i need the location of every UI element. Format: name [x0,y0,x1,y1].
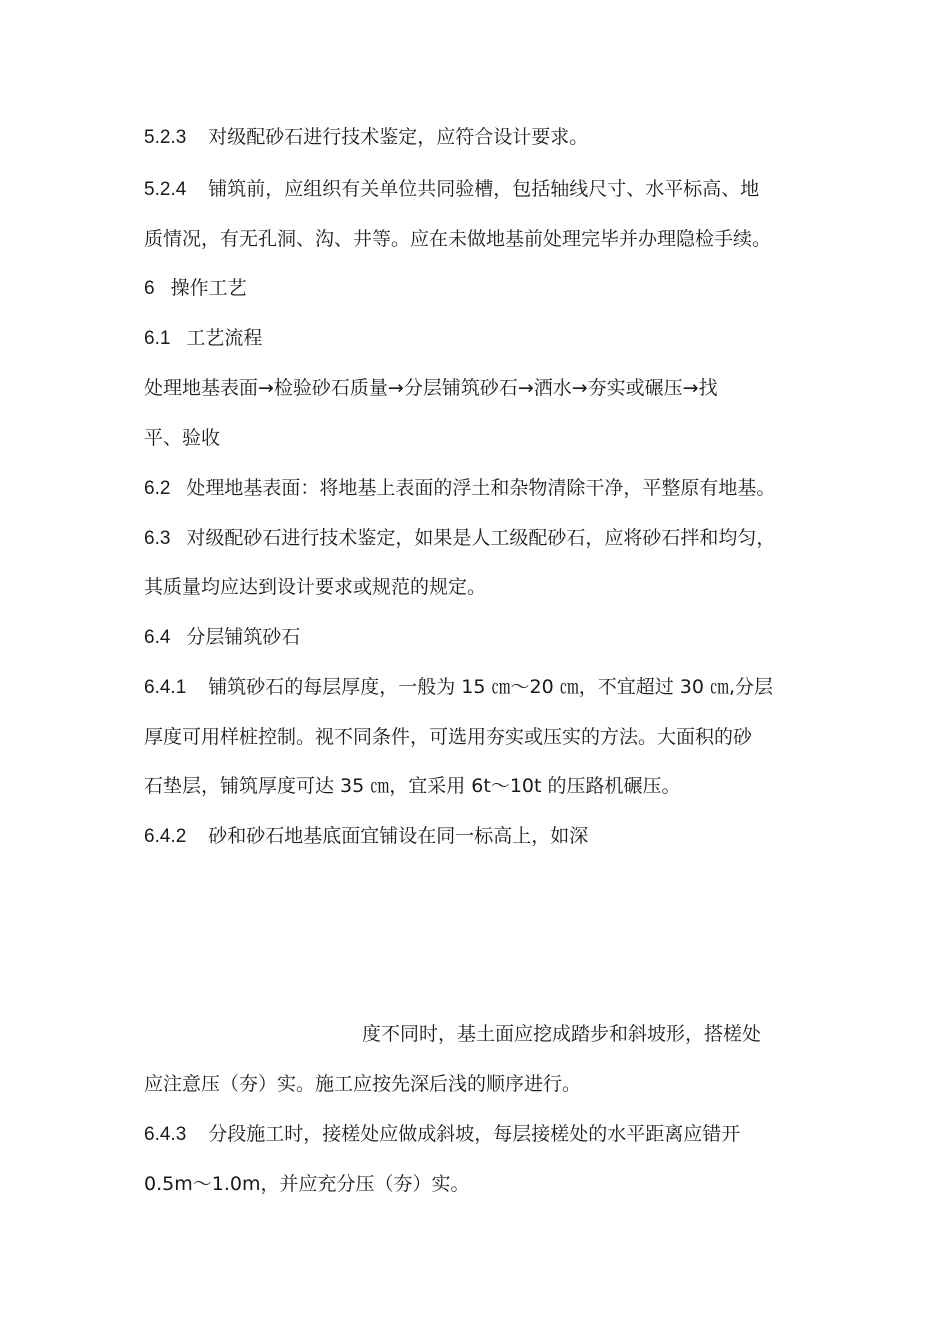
clause-6-3 [144,525,824,552]
section-title: 工艺流程 [186,327,263,349]
clause-text: 铺筑前，应组织有关单位共同验槽，包括轴线尺寸、水平标高、地 [208,178,760,200]
section-title: 操作工艺 [170,277,247,299]
process-flow-text: 处理地基表面→检验砂石质量→分层铺筑砂石→洒水→夯实或碾压→找 [144,377,718,399]
clause-text: 对级配砂石进行技术鉴定，应符合设计要求。 [208,126,589,148]
clause-text: 厚度可用样桩控制。视不同条件，可选用夯实或压实的方法。大面积的砂 [144,726,753,748]
section-number: 6.4 [144,627,171,648]
clause-6-2 [144,475,824,502]
clause-number: 6.4.2 [144,826,187,847]
section-6-1-heading [144,325,824,352]
clause-number: 5.2.4 [144,179,187,200]
clause-text: 砂和砂石地基底面宜铺设在同一标高上，如深 [208,825,589,847]
clause-text: 0.5m～1.0m，并应充分压（夯）实。 [144,1173,470,1195]
text-line [144,574,824,600]
clause-text: 其质量均应达到设计要求或规范的规定。 [144,576,487,598]
section-title: 分层铺筑砂石 [186,626,301,648]
clause-5-2-3 [144,124,824,151]
section-number: 6 [144,278,155,299]
clause-6-4-3 [144,1121,824,1148]
clause-text: 对级配砂石进行技术鉴定，如果是人工级配砂石，应将砂石拌和均匀， [186,527,776,549]
process-flow-line [144,425,824,451]
clause-text: 石垫层，铺筑厚度可达 35 ㎝，宜采用 6t～10t 的压路机碾压。 [144,775,681,797]
clause-6-4-2 [144,823,824,850]
clause-number: 6.4.1 [144,677,187,698]
section-number: 6.1 [144,328,171,349]
clause-text: 处理地基表面：将地基上表面的浮土和杂物清除干净，平整原有地基。 [186,477,776,499]
process-flow-line [144,375,824,401]
clause-6-4-1 [144,674,824,701]
process-flow-text: 平、验收 [144,427,221,449]
clause-number: 5.2.3 [144,127,187,148]
clause-number: 6.2 [144,478,171,499]
clause-text: 应注意压（夯）实。施工应按先深后浅的顺序进行。 [144,1073,582,1095]
clause-text: 质情况，有无孔洞、沟、井等。应在未做地基前处理完毕并办理隐检手续。 [144,228,772,250]
text-line [144,1171,824,1197]
text-line [144,226,824,252]
clause-number: 6.3 [144,528,171,549]
text-line [144,724,824,750]
section-6-heading [144,275,824,302]
clause-number: 6.4.3 [144,1124,187,1145]
clause-5-2-4 [144,176,824,203]
clause-text: 铺筑砂石的每层厚度，一般为 15 ㎝～20 ㎝，不宜超过 30 ㎝,分层 [208,676,774,698]
text-line [144,1071,824,1097]
section-6-4-heading [144,624,824,651]
clause-text: 度不同时，基土面应挖成踏步和斜坡形，搭槎处 [362,1023,762,1045]
text-line [144,773,824,799]
text-line [362,1021,824,1047]
clause-text: 分段施工时，接槎处应做成斜坡，每层接槎处的水平距离应错开 [208,1123,741,1145]
